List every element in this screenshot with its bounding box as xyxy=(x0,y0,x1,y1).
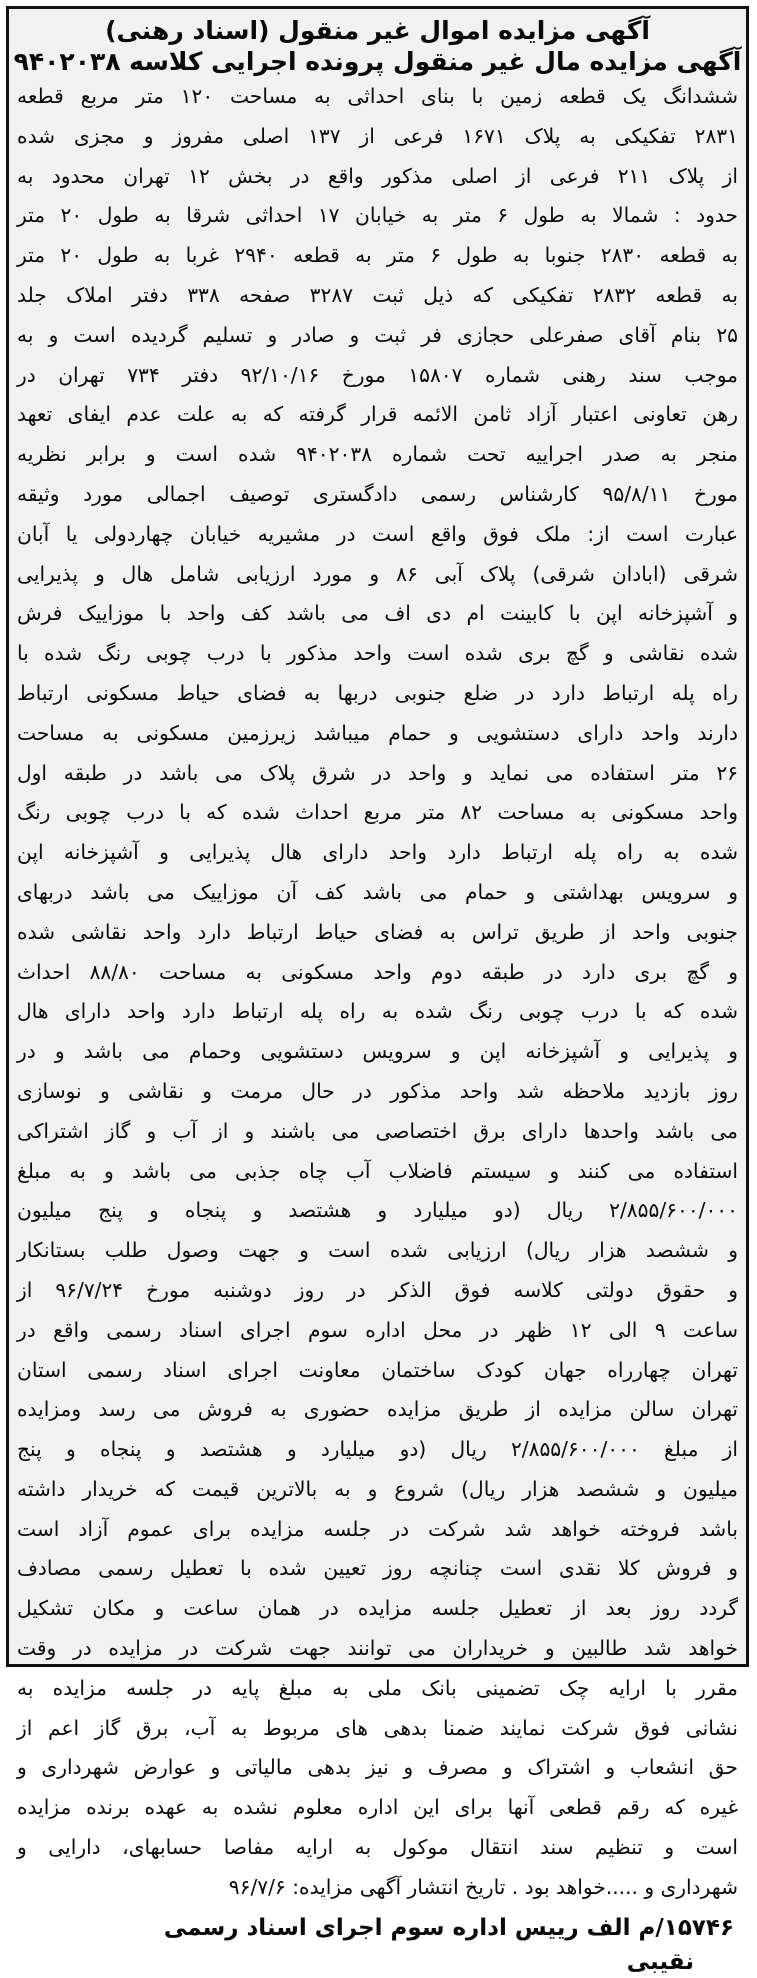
body-line: واحد مسکونی به مساحت ۸۲ متر مربع احداث شده که با درب چوبی رنگ xyxy=(17,800,738,825)
body-line: به قطعه ۲۸۳۰ جنوبا به طول ۶ متر به قطعه ۲۹۴۰ غربا به طول ۲۰ متر xyxy=(17,243,738,268)
body-line: شده به راه پله ارتباط دارد واحد دارای هال پذیرایی و آشپزخانه اپن xyxy=(17,840,738,865)
body-line: خواهد شد طالبین و خریداران می توانند جهت شرکت در مزایده در وقت xyxy=(17,1636,738,1661)
body-line: روز بازدید ملاحظه شد واحد مذکور در حال مرمت و نقاشی و نوسازی xyxy=(17,1078,738,1103)
body-line: استفاده می کنند و سیستم فاضلاب آب چاه جذبی می باشد و به مبلغ xyxy=(17,1158,738,1183)
body-line: غیره که رقم قطعی آنها برای این اداره معلوم نشده به عهده برنده مزایده xyxy=(17,1795,738,1820)
body-line: دارند واحد دارای دستشویی و حمام میباشد زیرزمین مسکونی به مساحت xyxy=(17,720,738,745)
body-line: ساعت ۹ الی ۱۲ ظهر در محل اداره سوم اجرای اسناد رسمی واقع در xyxy=(17,1317,738,1342)
body-line: مورخ ۹۵/۸/۱۱ کارشناس رسمی دادگستری توصیف اجمالی مورد وثیقه xyxy=(17,481,738,506)
body-line: تهران سالن مزایده از طریق مزایده حضوری به فروش می رسد ومزایده xyxy=(17,1397,738,1422)
notice-header xyxy=(9,9,746,77)
notice-subtitle: آگهی مزایده مال غیر منقول پرونده اجرایی کلاسه ۹۴۰۲۰۳۸ xyxy=(13,47,742,76)
body-line: ۲۸۳۱ تفکیکی به پلاک ۱۶۷۱ فرعی از ۱۳۷ اصلی مفروز و مجزی شده xyxy=(17,123,738,148)
body-line: و ششصد هزار ریال) ارزیابی شده است و جهت وصول طلب بستانکار xyxy=(17,1238,738,1263)
body-line: ۲۵ بنام آقای صفرعلی حجازی فر ثبت و صادر و تسلیم گردیده است و به xyxy=(17,322,738,347)
body-line: حدود : شمالا به طول ۶ متر به خیابان ۱۷ احداثی شرقا به طول ۲۰ متر xyxy=(17,203,738,228)
body-line: موجب سند رهنی شماره ۱۵۸۰۷ مورخ ۹۲/۱۰/۱۶ دفتر ۷۳۴ تهران در xyxy=(17,362,738,387)
body-line: حق انشعاب و اشتراک و مصرف و نیز بدهی مالیاتی و عوارض شهرداری و xyxy=(17,1755,738,1780)
body-line: است و تنظیم سند انتقال موکول به ارایه مفاصا حسابهای، دارایی و xyxy=(17,1835,738,1860)
body-line: ۲/۸۵۵/۶۰۰/۰۰۰ ریال (دو میلیارد و هشتصد و پنجاه و پنج میلیون xyxy=(17,1198,738,1223)
signature-name: نقیبی xyxy=(626,1948,694,1975)
notice-footer xyxy=(9,1908,746,1978)
body-line: و فروش کلا نقدی است چنانچه روز تعیین شده با تعطیل رسمی مصادف xyxy=(17,1556,738,1581)
body-line: و حقوق دولتی کلاسه فوق الذکر در روز دوشنبه مورخ ۹۶/۷/۲۴ از xyxy=(17,1277,739,1302)
body-line: شهرداری و .....خواهد بود . تاریخ انتشار آگهی مزایده: ۹۶/۷/۶ xyxy=(228,1874,738,1899)
body-line: نشانی فوق شرکت نمایند ضمنا بدهی های مربوط به آب، برق گاز اعم از xyxy=(17,1715,738,1740)
body-line: میلیون و ششصد هزار ریال) شروع و به بالاترین قیمت که خریدار داشته xyxy=(17,1476,738,1501)
body-line: از پلاک ۲۱۱ فرعی از اصلی مذکور واقع در بخش ۱۲ تهران محدود به xyxy=(17,163,738,188)
body-line: مقرر با ارایه چک تضمینی بانک ملی به مبلغ پایه در جلسه مزایده به xyxy=(17,1675,738,1700)
body-line: و آشپزخانه اپن با کابینت ام دی اف می باشد کف واحد با موزاییک فرش xyxy=(17,601,738,626)
body-line: راه پله ارتباط دارد در ضلع جنوبی دربها به فضای حیاط مسکونی ارتباط xyxy=(17,680,738,705)
body-line: رهن تعاونی اعتبار آزاد ثامن الائمه قرار گرفته که به علت عدم ایفای تعهد xyxy=(17,402,738,427)
body-line: ۲۶ متر استفاده می نماید و واحد در شرق پلاک می باشد در طبقه اول xyxy=(17,760,738,785)
body-line: و گچ بری دارد در طبقه دوم واحد مسکونی به مساحت ۸۸/۸۰ احداث xyxy=(17,959,738,984)
body-line: شده که با درب چوبی رنگ شده به راه پله ارتباط دارد واحد دارای هال xyxy=(17,999,738,1024)
body-line: و سرویس بهداشتی و حمام می باشد کف آن موزاییک می باشد دربهای xyxy=(17,879,738,904)
body-line: ششدانگ یک قطعه زمین با بنای احداثی به مساحت ۱۲۰ متر مربع قطعه xyxy=(17,84,738,108)
body-line: می باشد واحدها دارای برق اختصاصی می باشند و از آب و گاز اشتراکی xyxy=(17,1118,738,1143)
body-line: از مبلغ ۲/۸۵۵/۶۰۰/۰۰۰ ریال (دو میلیارد و هشتصد و پنجاه و پنج xyxy=(17,1437,738,1462)
body-line: منجر به صدر اجراییه تحت شماره ۹۴۰۲۰۳۸ شده است و برابر نظریه xyxy=(17,442,738,467)
notice-title: آگهی مزایده اموال غیر منقول (اسناد رهنی) xyxy=(105,16,650,45)
body-line: شرقی (ابادان شرقی) پلاک آبی ۸۶ و مورد ارزیابی شامل هال و پذیرایی xyxy=(17,561,738,586)
notice-body xyxy=(9,77,746,1908)
auction-notice xyxy=(6,6,749,1975)
signature-line: ۱۵۷۴۶/م الف رییس اداره سوم اجرای اسناد رسمی xyxy=(163,1914,734,1941)
body-line: و پذیرایی و آشپزخانه اپن و سرویس دستشویی وحمام می باشد و در xyxy=(17,1039,738,1064)
body-line: تهران چهارراه جهان کودک ساختمان معاونت اجرای اسناد رسمی استان xyxy=(17,1357,738,1382)
body-line: گردد روز بعد از تعطیل جلسه مزایده در همان ساعت و مکان تشکیل xyxy=(17,1596,738,1621)
body-line: عبارت است از: ملک فوق واقع است در مشیریه خیابان چهاردولی یا آبان xyxy=(17,521,738,546)
body-line: جنوبی واحد از طریق تراس به فضای حیاط ارتباط دارد واحد نقاشی شده xyxy=(17,919,738,944)
body-line: به قطعه ۲۸۳۲ تفکیکی که ذیل ثبت ۳۲۸۷ صفحه ۳۳۸ دفتر املاک جلد xyxy=(17,282,738,307)
body-line: شده نقاشی و گچ بری شده است واحد مذکور با درب چوبی رنگ شده با xyxy=(17,641,738,666)
body-line: باشد فروخته خواهد شد شرکت در جلسه مزایده برای عموم آزاد است xyxy=(17,1516,738,1541)
